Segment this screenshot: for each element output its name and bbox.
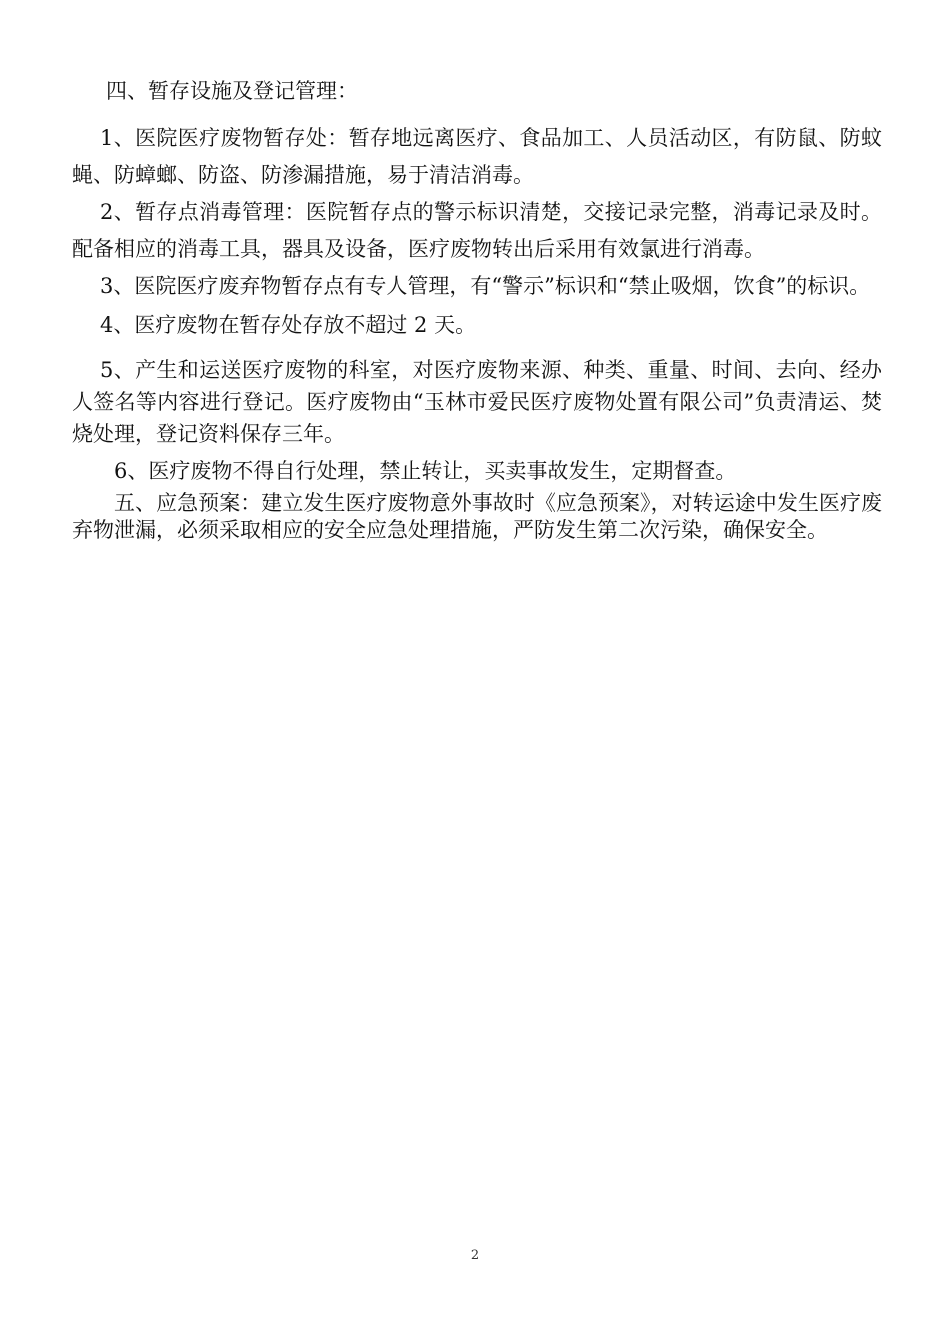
page-number: 2	[470, 1248, 480, 1263]
section-emergency-plan: 五、应急预案：建立发生医疗废物意外事故时《应急预案》，对转运途中发生医疗废弃物泄漏，必须采取相应的安全应急处理措施，严防发生第二次污染，确保安全。	[72, 491, 882, 542]
paragraph-item-3: 3、医院医疗废弃物暂存点有专人管理，有“警示”标识和“禁止吸烟，饮食”的标识。	[100, 274, 871, 298]
paragraph-item-2: 2、暂存点消毒管理：医院暂存点的警示标识清楚，交接记录完整，消毒记录及时。配备相应的消毒工具，器具及设备，医疗废物转出后采用有效氯进行消毒。	[72, 200, 882, 261]
paragraph-item-5: 5、产生和运送医疗废物的科室，对医疗废物来源、种类、重量、时间、去向、经办人签名等内容进行登记。医疗废物由“玉林市爱民医疗废物处置有限公司”负责清运、焚烧处理，登记资料保存三年。	[72, 358, 882, 446]
paragraph-item-6: 6、医疗废物不得自行处理，禁止转让，买卖事故发生，定期督查。	[114, 459, 737, 483]
paragraph-item-1: 1、医院医疗废物暂存处：暂存地远离医疗、食品加工、人员活动区，有防鼠、防蚊蝇、防蟑螂、防盗、防渗漏措施，易于清洁消毒。	[72, 126, 882, 187]
paragraph-item-4: 4、医疗废物在暂存处存放不超过 2 天。	[100, 313, 477, 337]
section-heading-storage: 四、暂存设施及登记管理：	[106, 79, 358, 103]
document-body	[72, 70, 882, 544]
